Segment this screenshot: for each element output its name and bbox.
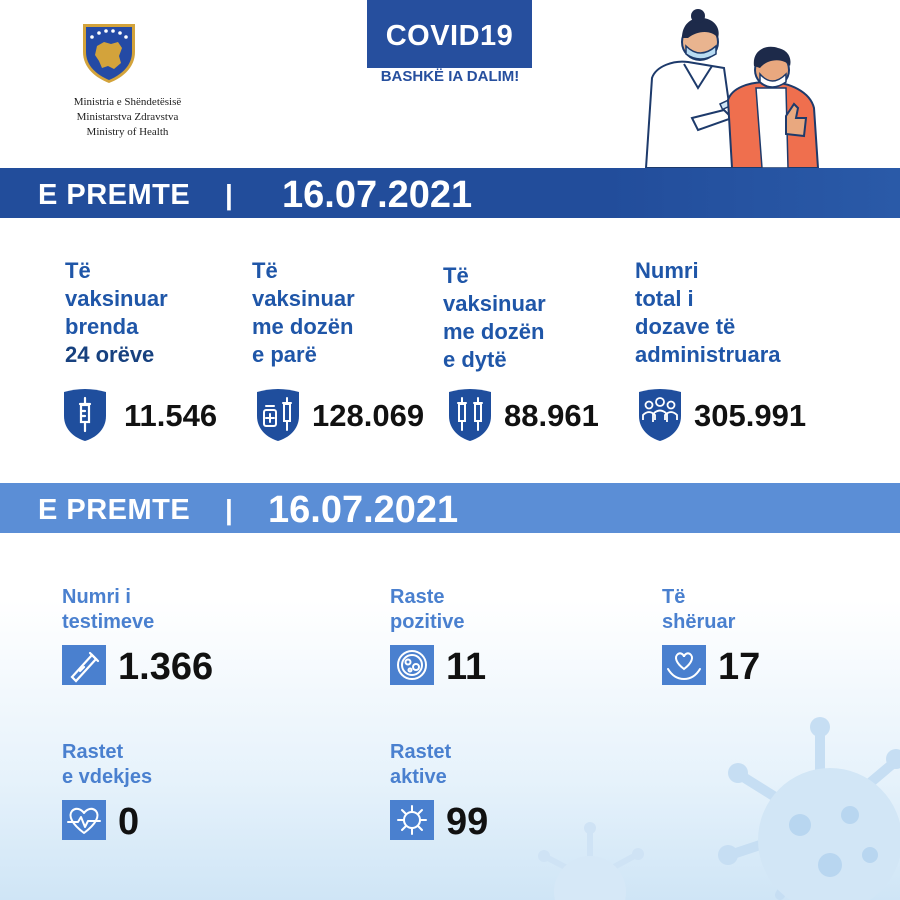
ministry-name-english: Ministry of Health (86, 126, 169, 138)
recovered-label: Të shëruar (662, 586, 736, 633)
active-cases-value: 99 (446, 801, 489, 843)
testing-band-date: 16.07.2021 (268, 489, 459, 531)
testing-band-day: E PREMTE (38, 494, 191, 526)
petri-dish-icon (390, 645, 434, 685)
recovered-value: 17 (718, 646, 761, 688)
virus-decoration-icon (700, 715, 900, 900)
vaccinated-second-dose-label: Të vaksinuar me dozën e dytë (443, 263, 546, 372)
nurse-patient-illustration (628, 8, 828, 170)
vaccination-band-date: 16.07.2021 (282, 174, 473, 216)
test-tube-icon (62, 645, 106, 685)
vaccination-band-separator: | (225, 179, 233, 210)
vaccinated-first-dose-value: 128.069 (312, 398, 425, 433)
tests-label: Numri i testimeve (62, 586, 155, 633)
total-doses-label: Numri total i dozave të administruara (635, 258, 781, 367)
positive-cases-value: 11 (446, 646, 487, 688)
ministry-name-serbian: Ministarstva Zdravstva (76, 111, 179, 123)
testing-band-separator: | (225, 494, 233, 525)
vaccination-date-band (0, 168, 900, 218)
tests-value: 1.366 (118, 646, 214, 688)
heart-pulse-icon (62, 800, 106, 840)
virus-icon (390, 800, 434, 840)
campaign-title: COVID19 (367, 0, 532, 68)
vaccination-band-day: E PREMTE (38, 179, 191, 211)
total-doses-value: 305.991 (694, 398, 807, 433)
kosovo-emblem-icon (80, 22, 138, 84)
active-cases-label: Rastet aktive (390, 741, 452, 788)
deaths-value: 0 (118, 801, 140, 843)
vaccinated-24h-label: Të vaksinuar brenda 24 orëve (65, 258, 168, 367)
people-shield-icon (637, 388, 683, 442)
deaths-label: Rastet e vdekjes (62, 741, 153, 788)
virus-decoration-small-icon (530, 820, 650, 900)
testing-date-band (0, 483, 900, 533)
heart-hands-icon (662, 645, 706, 685)
vaccinated-24h-value: 11.546 (124, 398, 218, 433)
vial-syringe-shield-icon (255, 388, 301, 442)
ministry-name-albanian: Ministria e Shëndetësisë (73, 96, 182, 108)
positive-cases-label: Raste pozitive (390, 586, 465, 633)
syringe-shield-icon (62, 388, 108, 442)
campaign-slogan: BASHKË IA DALIM! (380, 68, 520, 85)
vaccinated-first-dose-label: Të vaksinuar me dozën e parë (252, 258, 355, 367)
two-syringes-shield-icon (447, 388, 493, 442)
vaccinated-second-dose-value: 88.961 (504, 398, 599, 433)
